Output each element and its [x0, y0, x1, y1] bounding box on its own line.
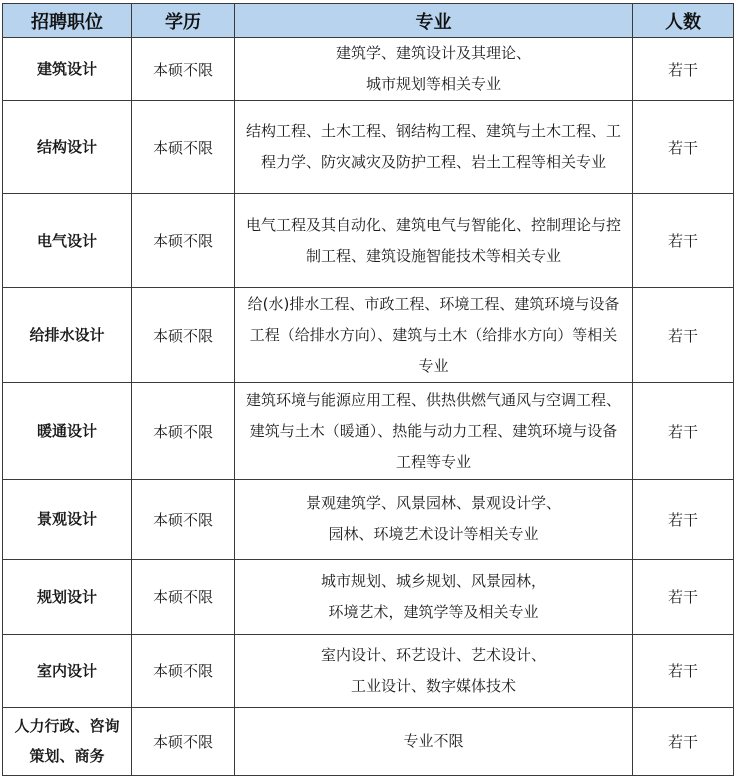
education-cell: 本硕不限	[132, 707, 235, 775]
header-row	[3, 4, 734, 38]
major-cell-line: 电气工程及其自动化、建筑电气与智能化、控制理论与控	[245, 215, 621, 234]
count-cell: 若干	[633, 194, 734, 288]
table-row	[3, 383, 734, 479]
major-cell-line: 城市规划、城乡规划、风景园林，	[320, 571, 546, 590]
header-count: 人数	[633, 4, 734, 38]
count-cell: 若干	[633, 101, 734, 194]
position-cell	[3, 383, 132, 479]
position-cell	[3, 634, 132, 707]
major-cell	[235, 101, 633, 194]
major-cell	[235, 194, 633, 288]
major-cell	[235, 479, 633, 559]
position-cell-line: 结构设计	[36, 138, 97, 157]
position-cell	[3, 38, 132, 101]
table-header	[3, 4, 734, 38]
major-cell-line: 工业设计、数字媒体技术	[350, 676, 516, 695]
table-row	[3, 707, 734, 775]
table-row	[3, 559, 734, 634]
education-cell: 本硕不限	[132, 38, 235, 101]
recruitment-table	[2, 3, 734, 776]
major-cell-line: 专业不限	[403, 731, 464, 750]
count-cell: 若干	[633, 634, 734, 707]
major-cell	[235, 288, 633, 383]
position-cell-line: 景观设计	[36, 510, 97, 529]
education-cell: 本硕不限	[132, 288, 235, 383]
count-cell: 若干	[633, 559, 734, 634]
education-cell: 本硕不限	[132, 479, 235, 559]
count-cell: 若干	[633, 288, 734, 383]
major-cell-line: 给(水)排水工程、市政工程、环境工程、建筑环境与设备	[247, 294, 620, 313]
table-row	[3, 38, 734, 101]
position-cell	[3, 288, 132, 383]
major-cell-line: 结构工程、土木工程、钢结构工程、建筑与土木工程、工	[245, 122, 621, 141]
education-cell: 本硕不限	[132, 634, 235, 707]
major-cell-line: 建筑与土木（暖通）、热能与动力工程、建筑环境与设备	[249, 421, 618, 440]
position-cell	[3, 194, 132, 288]
position-cell-line: 室内设计	[36, 661, 97, 680]
major-cell-line: 室内设计、环艺设计、艺术设计、	[320, 645, 546, 664]
header-major: 专业	[235, 4, 633, 38]
education-cell: 本硕不限	[132, 101, 235, 194]
major-cell	[235, 38, 633, 101]
table-row	[3, 194, 734, 288]
position-cell-line: 建筑设计	[36, 60, 97, 79]
major-cell-line: 程力学、防灾减灾及防护工程、岩土工程等相关专业	[260, 153, 606, 172]
major-cell-line: 制工程、建筑设施智能技术等相关专业	[305, 246, 561, 265]
table-row	[3, 634, 734, 707]
position-cell-line: 规划设计	[36, 587, 97, 606]
position-cell-line: 给排水设计	[29, 326, 105, 345]
major-cell	[235, 383, 633, 479]
header-position: 招聘职位	[3, 4, 132, 38]
major-cell-line: 建筑环境与能源应用工程、供热供燃气通风与空调工程、	[245, 390, 621, 409]
major-cell-line: 专业	[418, 356, 449, 375]
position-cell-line: 电气设计	[36, 231, 97, 250]
position-cell	[3, 707, 132, 775]
major-cell-line: 工程（给排水方向）、建筑与土木（给排水方向）等相关	[249, 325, 618, 344]
position-cell-line: 暖通设计	[36, 422, 97, 441]
education-cell: 本硕不限	[132, 383, 235, 479]
major-cell-line: 景观建筑学、风景园林、景观设计学、	[305, 494, 561, 513]
major-cell-line: 环境艺术，建筑学等及相关专业	[328, 602, 539, 621]
position-cell	[3, 559, 132, 634]
header-education: 学历	[132, 4, 235, 38]
major-cell	[235, 707, 633, 775]
table-row	[3, 101, 734, 194]
major-cell	[235, 559, 633, 634]
table-row	[3, 288, 734, 383]
education-cell: 本硕不限	[132, 194, 235, 288]
position-cell-line: 策划、商务	[29, 747, 105, 766]
education-cell: 本硕不限	[132, 559, 235, 634]
count-cell: 若干	[633, 479, 734, 559]
count-cell: 若干	[633, 383, 734, 479]
position-cell-line: 人力行政、咨询	[14, 717, 120, 736]
table-body	[3, 38, 734, 776]
count-cell: 若干	[633, 707, 734, 775]
major-cell-line: 城市规划等相关专业	[365, 75, 501, 94]
major-cell-line: 园林、环境艺术设计等相关专业	[328, 525, 539, 544]
major-cell-line: 建筑学、建筑设计及其理论、	[335, 44, 531, 63]
count-cell: 若干	[633, 38, 734, 101]
major-cell-line: 工程等专业	[395, 452, 471, 471]
major-cell	[235, 634, 633, 707]
position-cell	[3, 479, 132, 559]
table-row	[3, 479, 734, 559]
position-cell	[3, 101, 132, 194]
